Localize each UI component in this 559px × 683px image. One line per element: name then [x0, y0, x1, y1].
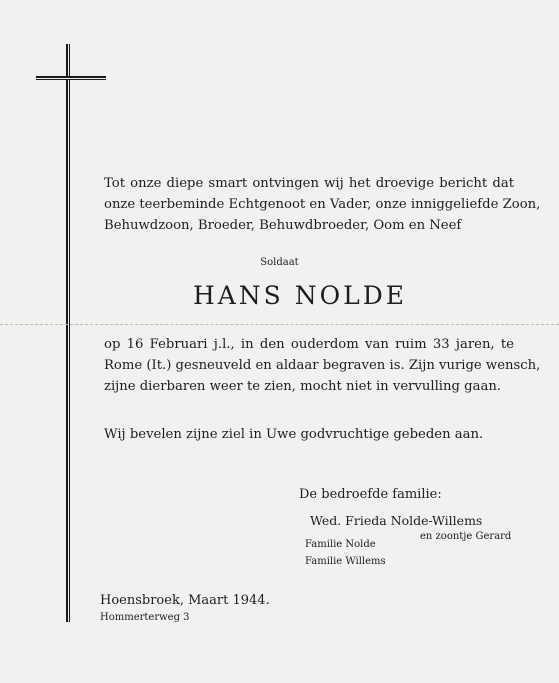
- death-text: [104, 334, 541, 397]
- family-heading: De bedroefde familie:: [299, 487, 442, 502]
- intro-text: [104, 173, 541, 236]
- widow-name: Wed. Frieda Nolde-Willems: [310, 513, 483, 528]
- rank-label: Soldaat: [260, 257, 299, 268]
- place-date: Hoensbroek, Maart 1944.: [100, 593, 270, 608]
- family-willems: Familie Willems: [305, 556, 386, 567]
- family-nolde: Familie Nolde: [305, 539, 376, 550]
- cross-icon: [66, 44, 70, 622]
- death-line: Rome (It.) gesneuveld en aldaar begraven is. Zijn vurige wensch,: [104, 358, 541, 373]
- son-name: en zoontje Gerard: [420, 531, 512, 542]
- intro-line: Tot onze diepe smart ontvingen wij het droevige bericht dat: [104, 176, 514, 191]
- fold-line: [0, 324, 559, 325]
- deceased-name: HANS NOLDE: [192, 281, 408, 310]
- cross-bar: [36, 76, 106, 80]
- address: Hommerterweg 3: [100, 612, 190, 623]
- intro-line: Behuwdzoon, Broeder, Behuwdbroeder, Oom en Neef: [104, 218, 462, 233]
- death-line: zijne dierbaren weer te zien, mocht niet in vervulling gaan.: [104, 379, 502, 394]
- death-line: op 16 Februari j.l., in den ouderdom van ruim 33 jaren, te: [104, 337, 514, 352]
- intro-line: onze teerbeminde Echtgenoot en Vader, onze inniggeliefde Zoon,: [104, 197, 541, 212]
- prayer-text: Wij bevelen zijne ziel in Uwe godvruchtige gebeden aan.: [104, 427, 484, 442]
